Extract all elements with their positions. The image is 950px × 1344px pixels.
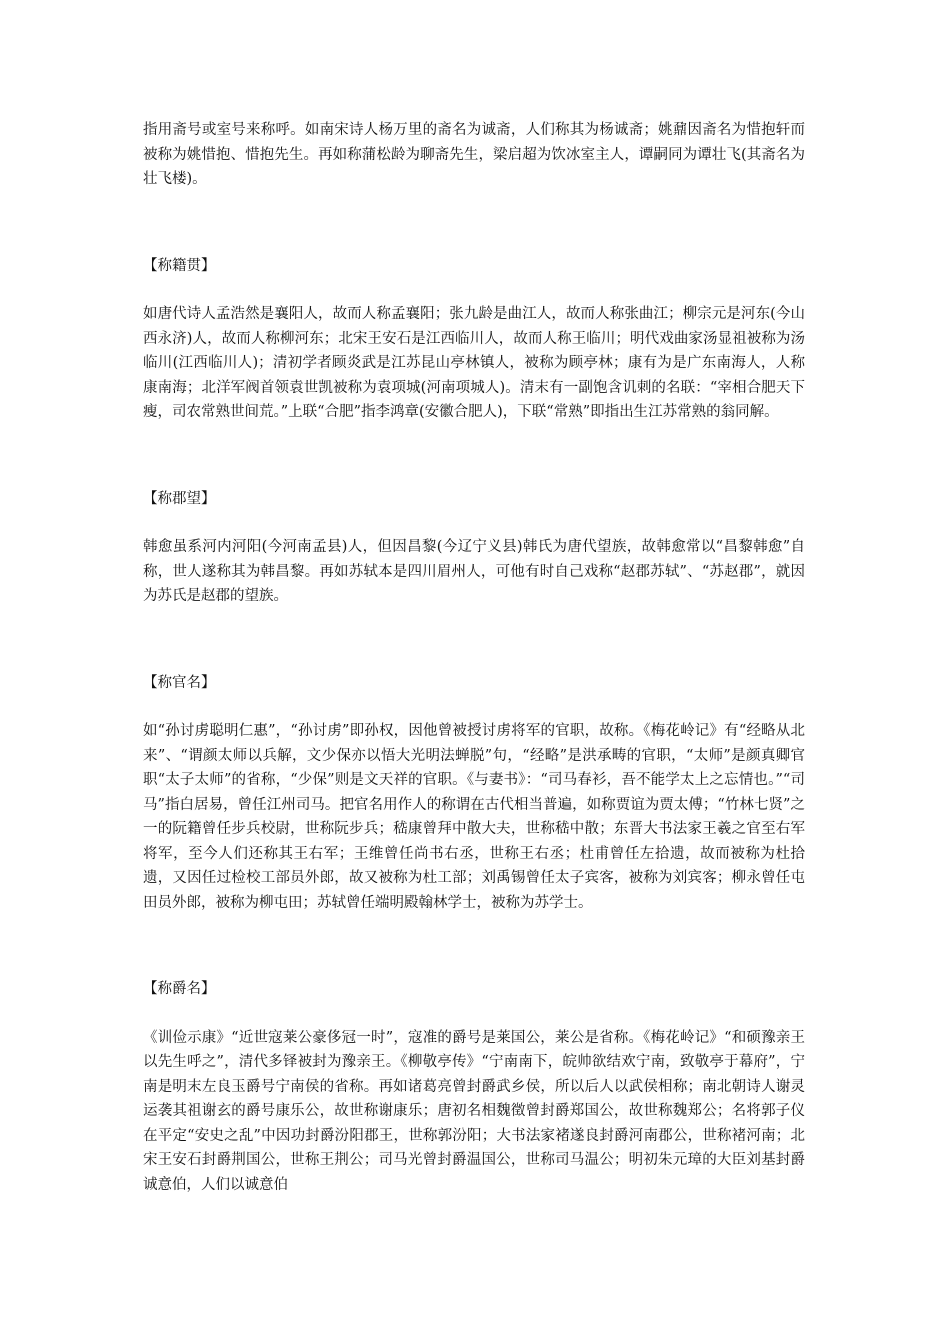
document-page [143, 118, 805, 1197]
spacer [143, 425, 805, 487]
spacer [143, 695, 805, 719]
section-heading-jueming: 【称爵名】 [143, 981, 216, 997]
spacer [143, 1002, 805, 1026]
spacer [143, 192, 805, 254]
section-body-junwang: 韩愈虽系河内河阳(今河南孟县)人，但因昌黎(今辽宁义县)韩氏为唐代望族，故韩愈常以“昌黎韩愈”自称，世人遂称其为韩昌黎。再如苏轼本是四川眉州人，可他有时自己戏称“赵郡苏轼”、“苏赵郡”，就因为苏氏是赵郡的望族。 [143, 539, 805, 604]
section-body-guanming: 如“孙讨虏聪明仁惠”，“孙讨虏”即孙权，因他曾被授讨虏将军的官职，故称。《梅花岭记》有“经略从北来”、“谓颜太师以兵解，文少保亦以悟大光明法蝉脱”句，“经略”是洪承畴的官职，“太师”是颜真卿官职“太子太师”的省称，“少保”则是文天祥的官职。《与妻书》：“司马春衫，吾不能学太上之忘情也。”“司马”指白居易，曾任江州司马。把官名用作人的称谓在古代相当普遍，如称贾谊为贾太傅；“竹林七贤”之一的阮籍曾任步兵校尉，世称阮步兵；嵇康曾拜中散大夫，世称嵇中散；东晋大书法家王羲之官至右军将军，至今人们还称其王右军；王维曾任尚书右丞，世称王右丞；杜甫曾任左拾遗，故而被称为杜拾遗，又因任过检校工部员外郎，故又被称为杜工部；刘禹锡曾任太子宾客，被称为刘宾客；柳永曾任屯田员外郎，被称为柳屯田；苏轼曾任端明殿翰林学士，被称为苏学士。 [143, 723, 805, 911]
section-heading-jiguan: 【称籍贯】 [143, 257, 216, 274]
section-heading-junwang: 【称郡望】 [143, 490, 216, 507]
intro-paragraph: 指用斋号或室号来称呼。如南宋诗人杨万里的斋名为诚斋，人们称其为杨诚斋；姚鼐因斋名为惜抱轩而被称为姚惜抱、惜抱先生。再如称蒲松龄为聊斋先生，梁启超为饮冰室主人，谭嗣同为谭壮飞(其斋名为壮飞楼)。 [143, 122, 805, 187]
spacer [143, 511, 805, 535]
section-body-jueming: 《训俭示康》“近世寇莱公豪侈冠一时”，寇准的爵号是莱国公，莱公是省称。《梅花岭记》“和硕豫亲王以先生呼之”，清代多铎被封为豫亲王。《柳敬亭传》“宁南南下，皖帅欲结欢宁南，致敬亭于幕府”，宁南是明末左良玉爵号宁南侯的省称。再如诸葛亮曾封爵武乡侯，所以后人以武侯相称；南北朝诗人谢灵运袭其祖谢玄的爵号康乐公，故世称谢康乐；唐初名相魏徵曾封爵郑国公，故世称魏郑公；名将郭子仪在平定“安史之乱”中因功封爵汾阳郡王，世称郭汾阳；大书法家褚遂良封爵河南郡公，世称褚河南；北宋王安石封爵荆国公，世称王荆公；司马光曾封爵温国公，世称司马温公；明初朱元璋的大臣刘基封爵诚意伯，人们以诚意伯 [143, 1029, 805, 1193]
spacer [143, 278, 805, 302]
spacer [143, 915, 805, 977]
section-heading-guanming: 【称官名】 [143, 674, 216, 691]
spacer [143, 609, 805, 671]
section-body-jiguan: 如唐代诗人孟浩然是襄阳人，故而人称孟襄阳；张九龄是曲江人，故而人称张曲江；柳宗元是河东(今山西永济)人，故而人称柳河东；北宋王安石是江西临川人，故而人称王临川；明代戏曲家汤显祖被称为汤临川(江西临川人)；清初学者顾炎武是江苏昆山亭林镇人，被称为顾亭林；康有为是广东南海人，人称康南海；北洋军阀首领袁世凯被称为袁项城(河南项城人)。清末有一副饱含讥刺的名联：“宰相合肥天下瘦，司农常熟世间荒。”上联“合肥”指李鸿章(安徽合肥人)，下联“常熟”即指出生江苏常熟的翁同解。 [143, 306, 805, 420]
